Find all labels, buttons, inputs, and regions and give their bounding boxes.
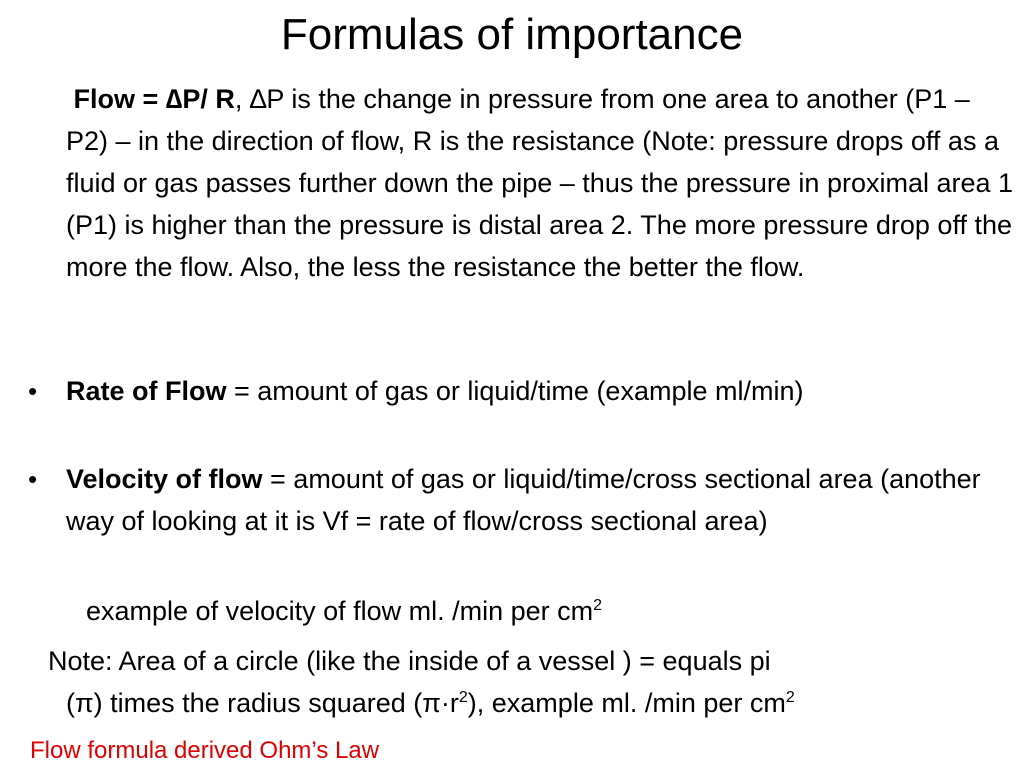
bullet-text: = amount of gas or liquid/time/cross sectional area (another way of looking at it is Vf = rate of flow/cross sectional area) [66, 464, 981, 536]
flow-formula-separator: , [234, 84, 250, 114]
footer-caption: Flow formula derived Ohm’s Law [30, 737, 380, 764]
note-superscript: 2 [785, 689, 795, 706]
circle-area-note [48, 640, 1008, 724]
flow-formula [74, 84, 235, 114]
example-text: example of velocity of flow ml. /min per cm [86, 596, 594, 626]
delta-symbol: ∆ [165, 84, 183, 114]
flow-definition [66, 78, 1016, 288]
velocity-example [86, 590, 986, 632]
flow-formula-label: Flow = [73, 84, 166, 114]
bullet-marker: • [28, 464, 38, 494]
bullet-term: Velocity of flow [66, 464, 263, 494]
note-line-2-start: (π) times the radius squared (π·r [66, 688, 459, 718]
flow-formula-mid: P/ R [182, 84, 235, 114]
bullet-text: = amount of gas or liquid/time (example ml/min) [226, 376, 804, 406]
flow-description: ∆P is the change in pressure from one area to another (P1 – P2) – in the direction of flow, R is the resistance (Note: pressure drops off as a fluid or gas passes further down the pipe – thus the pressure in proximal area 1 (P1) is higher than the pressure is distal area 2. The more pressure drop off the more the flow. Also, the less the resistance the better the flow. [66, 84, 1014, 282]
bullet-marker: • [28, 376, 38, 406]
note-superscript: 2 [458, 689, 468, 706]
bullet-rate-of-flow [66, 370, 996, 412]
slide-title: Formulas of importance [280, 10, 744, 59]
note-line-1: Note: Area of a circle (like the inside of a vessel ) = equals pi [48, 646, 771, 676]
note-line-2-end: ), example ml. /min per cm [467, 688, 786, 718]
bullet-term: Rate of Flow [66, 376, 227, 406]
example-superscript: 2 [593, 597, 603, 614]
note-line-2 [48, 682, 1008, 724]
bullet-velocity-of-flow [66, 458, 1016, 542]
